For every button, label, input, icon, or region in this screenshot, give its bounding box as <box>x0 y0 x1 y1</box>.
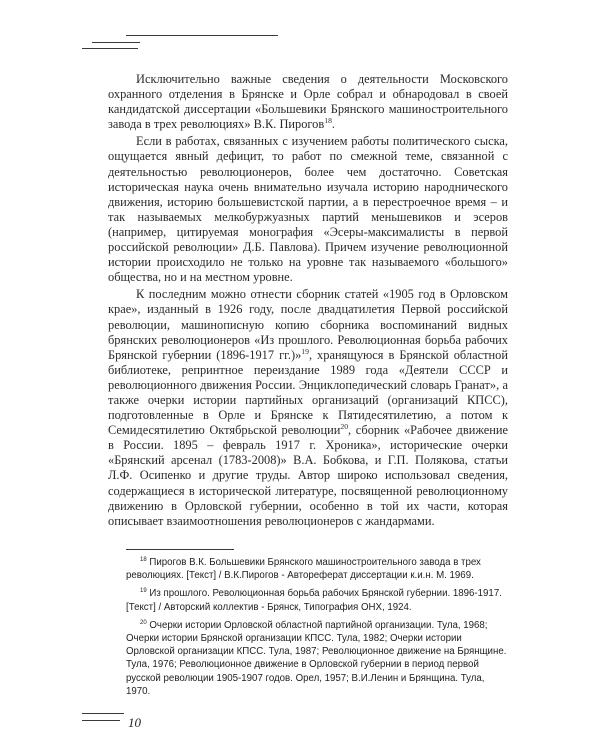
footer-rule-lower <box>82 720 120 721</box>
body-text-run: Исключительно важные сведения о деятельности Московского охранного отделения в Брянске и Орле собрал и обнародовал в своей кандидатской диссертации «Большевики Брянского машиностроительного завода в трех революциях» В.К. Пирогов <box>108 72 508 132</box>
body-text-run: , сборник «Рабочее движение в России. 1895 – февраль 1917 г. Хроника», исторические очерки «Брянский арсенал (1783-2008)» В.А. Бобкова, и Г.П. Полякова, статьи Л.Ф. Осипенко и другие труды. Автор широко использовал сведения, содержащиеся в исторической литературе, посвященной революционному движению в Орловской губернии, особенно в той их части, которая описывает взаимоотношения революционеров с жандармами. <box>108 423 508 528</box>
footnote-separator <box>126 549 234 550</box>
body-text <box>108 72 508 531</box>
body-paragraph <box>108 134 508 285</box>
footnote-text: Пирогов В.К. Большевики Брянского машиностроительного завода в трех революциях. [Текст] / В.К.Пирогов - Автореферат диссертации к.и.н. М. 1969. <box>126 557 481 582</box>
body-text-run: Если в работах, связанных с изучением работы политического сыска, ощущается явный дефицит, то работ по смежной теме, связанной с деятельностью революционеров, более чем достаточно. Советская историческая наука очень внимательно изучала историю народнического движения, историю большевистской партии, а в перестроечное время – и так называемых мелкобуржуазных партий меньшевиков и эсеров (например, цитируемая монография «Эсеры-максималисты в первой российской революции» Д.Б. Павлова). Причем изучение революционной истории происходило не только на уровне так называемого «большого» общества, но и на местном уровне. <box>108 134 508 285</box>
footnote <box>126 556 508 582</box>
footnote <box>126 619 508 698</box>
body-text-run: К последним можно отнести сборник статей «1905 год в Орловском крае», изданный в 1926 году, после двадцатилетия Первой российской революции, машинописную копию сборника воспоминаний видных брянских революционеров «Из прошлого. Революционная борьба рабочих Брянской губернии (1896-1917 гг.)» <box>108 287 508 362</box>
footnote-number: 19 <box>140 588 147 595</box>
footer-rule-upper <box>82 713 124 714</box>
footnote-number: 20 <box>140 619 147 626</box>
footnote <box>126 587 508 613</box>
footnote-text: Из прошлого. Революционная борьба рабочих Брянской губернии. 1896-1917. [Текст] / Авторский коллектив - Брянск, Типография ОНХ, 1924. <box>126 588 502 613</box>
footnote-number: 18 <box>140 556 147 563</box>
header-rule-short-upper <box>92 42 140 43</box>
body-text-run: , хранящуюся в Брянской областной библиотеке, репринтное переиздание 1989 года «Деятели СССР и революционного движения России. Энциклопедический словарь Гранат», а также очерки истории партийных организаций (организаций КПСС), подготовленные в Орле и Брянске к Пятидесятилетию, а потом к Семидесятилетию Октябрьской революции <box>108 347 508 438</box>
header-rule-short-lower <box>82 48 138 49</box>
footnote-ref: 18 <box>324 116 332 126</box>
footnote-ref: 19 <box>301 346 309 356</box>
footnote-text: Очерки истории Орловской областной партийной организации. Тула, 1968; Очерки истории Брянской организации КПСС. Тула, 1982; Очерки истории Орловской организации КПСС. Тула, 1987; Революционное движение на Брянщине. Тула, 1976; Революционное движение в Орловской губернии в период первой русской революции 1905-1907 годов. Орел, 1957; В.И.Ленин и Брянщина. Тула, 1970. <box>126 619 507 697</box>
footnotes <box>126 556 508 703</box>
header-rule-long <box>126 35 278 36</box>
body-paragraph <box>108 72 508 132</box>
body-paragraph <box>108 287 508 529</box>
body-text-run: . <box>331 117 336 132</box>
footnote-ref: 20 <box>340 422 349 432</box>
page-number: 10 <box>128 715 141 730</box>
